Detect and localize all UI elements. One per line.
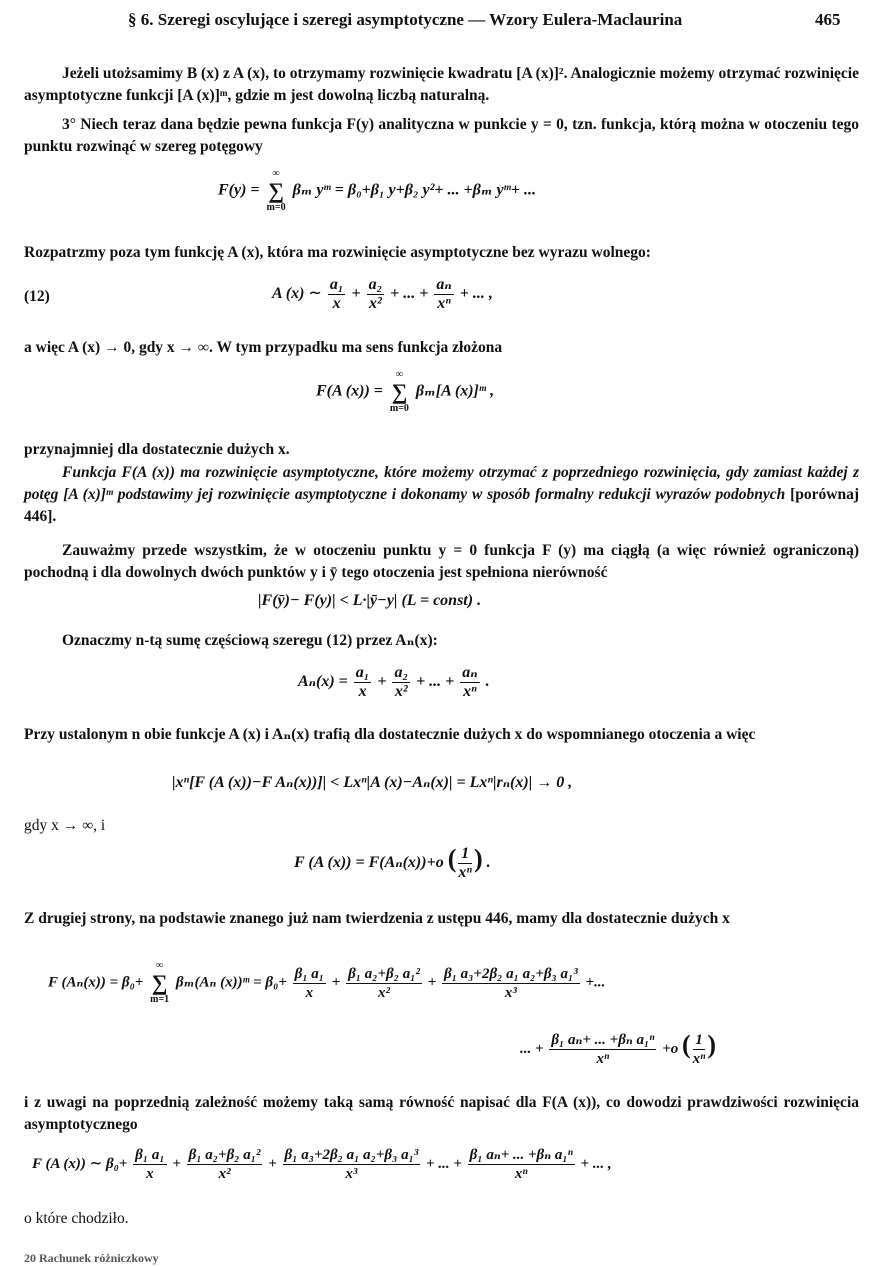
denominator: xⁿ (596, 1051, 610, 1068)
operator: + ... , (580, 1155, 612, 1172)
fraction (392, 664, 410, 701)
fraction (549, 1031, 656, 1068)
left-paren: ( (447, 844, 457, 873)
paragraph-9: Przy ustalonym n obie funkcje A (x) i Aₙ(x) trafią dla dostatecznie dużych x do wspomnianego otoczenia a więc (24, 726, 756, 743)
fraction (434, 276, 453, 313)
numerator: β₁ a₁ (135, 1147, 165, 1163)
numerator: 1 (693, 1031, 706, 1050)
operator: ... + (520, 1041, 544, 1057)
numerator: β₁ a₃+2β₂ a₁ a₂+β₃ a₁³ (444, 965, 578, 982)
denominator: xⁿ (458, 863, 472, 881)
equation-partial-sum (298, 664, 490, 701)
sum-symbol (150, 960, 169, 1006)
equation-expansion-continued (520, 1030, 716, 1068)
denominator: x (332, 295, 341, 312)
numerator: a₂ (368, 276, 383, 293)
numerator: β₁ a₁ (294, 965, 325, 982)
numerator: β₁ a₂+β₂ a₁² (188, 1147, 261, 1163)
numerator: a₁ (355, 664, 370, 681)
paragraph-4: a więc A (x) → 0, gdy x → ∞. W tym przypadku ma sens funkcja złożona (24, 339, 503, 356)
numerator: aₙ (436, 276, 452, 293)
numerator: β₁ aₙ+ ... +βₙ a₁ⁿ (469, 1147, 573, 1163)
fraction (367, 276, 385, 313)
paragraph-5: przynajmniej dla dostatecznie dużych x. (24, 441, 290, 458)
equation-inequality: |F(ȳ)− F(y)| < L·|ȳ−y| (L = const) . (258, 592, 482, 609)
denominator: x² (378, 984, 391, 1001)
operator: + ... + (390, 285, 429, 303)
numerator: β₁ a₂+β₂ a₁² (348, 965, 420, 982)
fraction (133, 1146, 166, 1183)
eq1-lhs: F(y) = (218, 181, 260, 199)
eq1-rhs: βₘ yᵐ = β₀+β₁ y+β₂ y²+ ... +βₘ yᵐ+ ... (292, 181, 536, 199)
denominator: xⁿ (437, 295, 451, 312)
numerator: 1 (458, 845, 472, 864)
sum-symbol (390, 369, 409, 415)
sum-lower-limit: m=0 (389, 403, 409, 414)
numerator: β₁ a₃+2β₂ a₁ a₂+β₃ a₁³ (284, 1147, 419, 1163)
paragraph-7: Zauważmy przede wszystkim, że w otoczeniu punktu y = 0 funkcja F (y) ma ciągłą (a więc również ograniczoną) pochodną i dla dowolnych dwóch punktów y i ȳ tego otoczenia jest spełniona nierówność (24, 542, 859, 581)
denominator: x (305, 984, 314, 1001)
paragraph-11: Z drugiej strony, na podstawie znanego już nam twierdzenia z ustępu 446, mamy dla dostatecznie dużych x (24, 910, 730, 927)
numerator: a₁ (329, 276, 344, 293)
theorem-statement: Funkcja F(A (x)) ma rozwinięcie asymptotyczne, które możemy otrzymać z poprzedniego rozwinięcia, gdy zamiast każdej z potęg [A (x)]ᵐ podstawimy jej rozwinięcie asymptotyczne i dokonamy w sposób formalny redukcji wyrazów podobnych (24, 464, 859, 503)
eqAn-lhs: Aₙ(x) = (298, 673, 348, 691)
operator: + ... + (426, 1155, 462, 1172)
operator: + ... , (459, 285, 493, 303)
operator: . (485, 673, 490, 691)
numerator: a₂ (394, 664, 409, 681)
equation-12 (272, 276, 493, 313)
equation-limit: |xⁿ[F (A (x))−F Aₙ(x))]| < Lxⁿ|A (x)−Aₙ(x)| = Lxⁿ|rₙ(x)| → 0 , (172, 774, 573, 791)
fraction (187, 1146, 263, 1183)
denominator: x² (368, 295, 382, 312)
numerator: aₙ (462, 664, 478, 681)
operator: +... (585, 974, 606, 991)
right-paren: ) (473, 844, 483, 873)
eq-big-mid: βₘ(Aₙ (x))ᵐ = β₀+ (175, 974, 287, 991)
operator: + (377, 673, 387, 691)
fraction (354, 664, 372, 701)
fraction (458, 845, 472, 882)
page-number: 465 (815, 10, 841, 29)
paragraph-6 (24, 462, 859, 528)
paragraph-12: i z uwagi na poprzednią zależność możemy taką samą równość napisać dla F(A (x)), co dowodzi prawdziwości rozwinięcia asymptotycznego (24, 1094, 859, 1133)
sigma-glyph: ∑ (268, 178, 284, 203)
sum-symbol (267, 168, 286, 214)
operator: + (331, 974, 341, 991)
fraction (693, 1031, 706, 1068)
cross-reference: [porównaj 446]. (24, 486, 859, 525)
equation-power-series (218, 168, 536, 214)
denominator: xⁿ (463, 683, 477, 700)
equation-label-12: (12) (24, 288, 50, 305)
operator: + ... + (416, 673, 455, 691)
fraction (460, 664, 479, 701)
sum-upper-limit: ∞ (395, 369, 403, 380)
denominator: xⁿ (692, 1051, 706, 1068)
eq-final-lhs: F (A (x)) ∼ β₀+ (32, 1155, 128, 1172)
operator: + (351, 285, 361, 303)
fraction (346, 965, 422, 1002)
sigma-glyph: ∑ (151, 970, 168, 995)
fraction (468, 1146, 575, 1183)
page-footer: 20 Rachunek różniczkowy (24, 1251, 159, 1265)
paragraph-8: Oznaczmy n-tą sumę częściową szeregu (12) przez Aₙ(x): (62, 632, 438, 649)
eq3-rhs: βₘ[A (x)]ᵐ , (415, 382, 495, 400)
running-header: § 6. Szeregi oscylujące i szeregi asymptotyczne — Wzory Eulera-Maclaurina (128, 10, 683, 29)
operator: +o (662, 1041, 679, 1057)
denominator: x³ (345, 1166, 358, 1182)
numerator: β₁ aₙ+ ... +βₙ a₁ⁿ (551, 1032, 655, 1049)
equation-final (32, 1146, 612, 1183)
operator: . (486, 854, 491, 871)
fraction (283, 1146, 421, 1183)
paragraph-3: Rozpatrzmy poza tym funkcję A (x), która ma rozwinięcie asymptotyczne bez wyrazu wolnego: (24, 244, 651, 261)
paragraph-13: o które chodziło. (24, 1210, 129, 1227)
denominator: xⁿ (514, 1166, 528, 1182)
sigma-glyph: ∑ (391, 379, 408, 404)
equation-composite (316, 369, 494, 415)
operator: + (172, 1155, 181, 1172)
equation-little-o (294, 844, 491, 882)
denominator: x³ (504, 984, 517, 1001)
operator: + (268, 1155, 277, 1172)
eq-big-lhs: F (Aₙ(x)) = β₀+ (48, 974, 144, 991)
fraction (328, 276, 346, 313)
paragraph-10: gdy x → ∞, i (24, 817, 106, 834)
fraction (442, 965, 580, 1002)
eq3-lhs: F(A (x)) = (316, 382, 383, 400)
sum-lower-limit: m=1 (150, 994, 170, 1005)
right-paren: ) (707, 1030, 717, 1059)
operator: + (427, 974, 437, 991)
denominator: x (146, 1166, 154, 1182)
denominator: x² (218, 1166, 231, 1182)
denominator: x² (394, 683, 408, 700)
sum-upper-limit: ∞ (272, 168, 280, 179)
paragraph-2: 3° Niech teraz dana będzie pewna funkcja F(y) analityczna w punkcie y = 0, tzn. funkcja, którą można w otoczeniu tego punktu rozwinąć w szereg potęgowy (24, 116, 859, 155)
sum-lower-limit: m=0 (266, 202, 286, 213)
paragraph-1: Jeżeli utożsamimy B (x) z A (x), to otrzymamy rozwinięcie kwadratu [A (x)]². Analogicznie możemy otrzymać rozwinięcie asymptotyczne funkcji [A (x)]ᵐ, gdzie m jest dowolną liczbą naturalną. (24, 65, 859, 104)
eq-o-lhs: F (A (x)) = F(Aₙ(x))+o (294, 854, 444, 871)
eq12-lhs: A (x) ∼ (272, 285, 322, 303)
sum-upper-limit: ∞ (156, 960, 164, 971)
equation-expansion (48, 960, 605, 1006)
fraction (293, 965, 326, 1002)
left-paren: ( (682, 1030, 691, 1059)
denominator: x (358, 683, 367, 700)
